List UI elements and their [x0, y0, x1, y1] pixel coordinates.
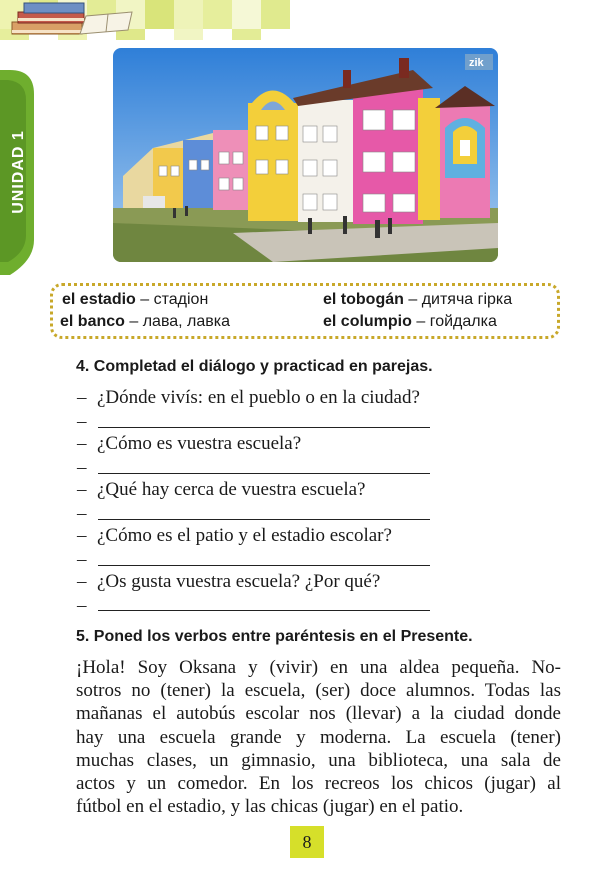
text-line: hay una escuela grande y moderna. La escuela (tener) — [76, 726, 561, 748]
text-line: muchas clases, un gimnasio, una biblioteca, una sala de — [76, 749, 561, 771]
vocab-item — [323, 291, 512, 309]
vocab-term: el columpio — [323, 313, 412, 330]
books-icon — [8, 0, 138, 42]
answer-blank-line[interactable] — [98, 427, 430, 428]
answer-blank-line[interactable] — [98, 610, 430, 611]
text-line: ¡Hola! Soy Oksana y (vivir) en una aldea pequeña. No- — [76, 657, 561, 678]
vocab-term: el estadio — [62, 291, 136, 308]
dialog-question: – ¿Os gusta vuestra escuela? ¿Por qué? — [77, 571, 381, 592]
answer-blank-line[interactable] — [98, 519, 430, 520]
vocabulary-box — [50, 283, 560, 339]
school-photo — [113, 48, 498, 262]
dialog-answer-dash: – — [77, 457, 87, 478]
exercise-4-title: 4. Completad el diálogo y practicad en parejas. — [76, 358, 433, 375]
dialog-question: – ¿Cómo es el patio y el estadio escolar? — [77, 525, 392, 546]
unit-label: UNIDAD 1 — [10, 130, 27, 214]
vocab-item — [323, 313, 497, 331]
vocab-item — [62, 291, 208, 309]
text-line: mañanas el autobús escolar nos (llevar) a la ciudad donde — [76, 703, 561, 725]
vocab-translation: – лава, лавка — [129, 313, 231, 330]
photo-watermark: zik — [469, 57, 484, 69]
answer-blank-line[interactable] — [98, 473, 430, 474]
vocab-term: el tobogán — [323, 291, 404, 308]
page-number: 8 — [290, 826, 324, 858]
dialog-answer-dash: – — [77, 411, 87, 432]
vocab-translation: – стадіон — [140, 291, 209, 308]
dialog-answer-dash: – — [77, 595, 87, 616]
text-line: fútbol en el estadio, y las chicas (jugar) en el patio. — [76, 796, 464, 818]
dialog-answer-dash: – — [77, 549, 87, 570]
dialog-question: – ¿Dónde vivís: en el pueblo o en la ciudad? — [77, 387, 420, 408]
vocab-translation: – гойдалка — [416, 313, 497, 330]
dialog-question: – ¿Cómo es vuestra escuela? — [77, 433, 302, 454]
exercise-5-text — [76, 656, 561, 818]
text-line: actos y un comedor. En los recreos los chicos (jugar) al — [76, 773, 561, 795]
exercise-5-title: 5. Poned los verbos entre paréntesis en el Presente. — [76, 628, 473, 645]
vocab-translation: – дитяча гірка — [408, 291, 513, 308]
dialog-answer-dash: – — [77, 503, 87, 524]
unit-side-tab — [0, 70, 36, 275]
dialog-question: – ¿Qué hay cerca de vuestra escuela? — [77, 479, 366, 500]
vocab-item — [60, 313, 230, 331]
text-line: sotros no (tener) la escuela, (ser) doce alumnos. Todas las — [76, 680, 561, 702]
vocab-term: el banco — [60, 313, 125, 330]
answer-blank-line[interactable] — [98, 565, 430, 566]
